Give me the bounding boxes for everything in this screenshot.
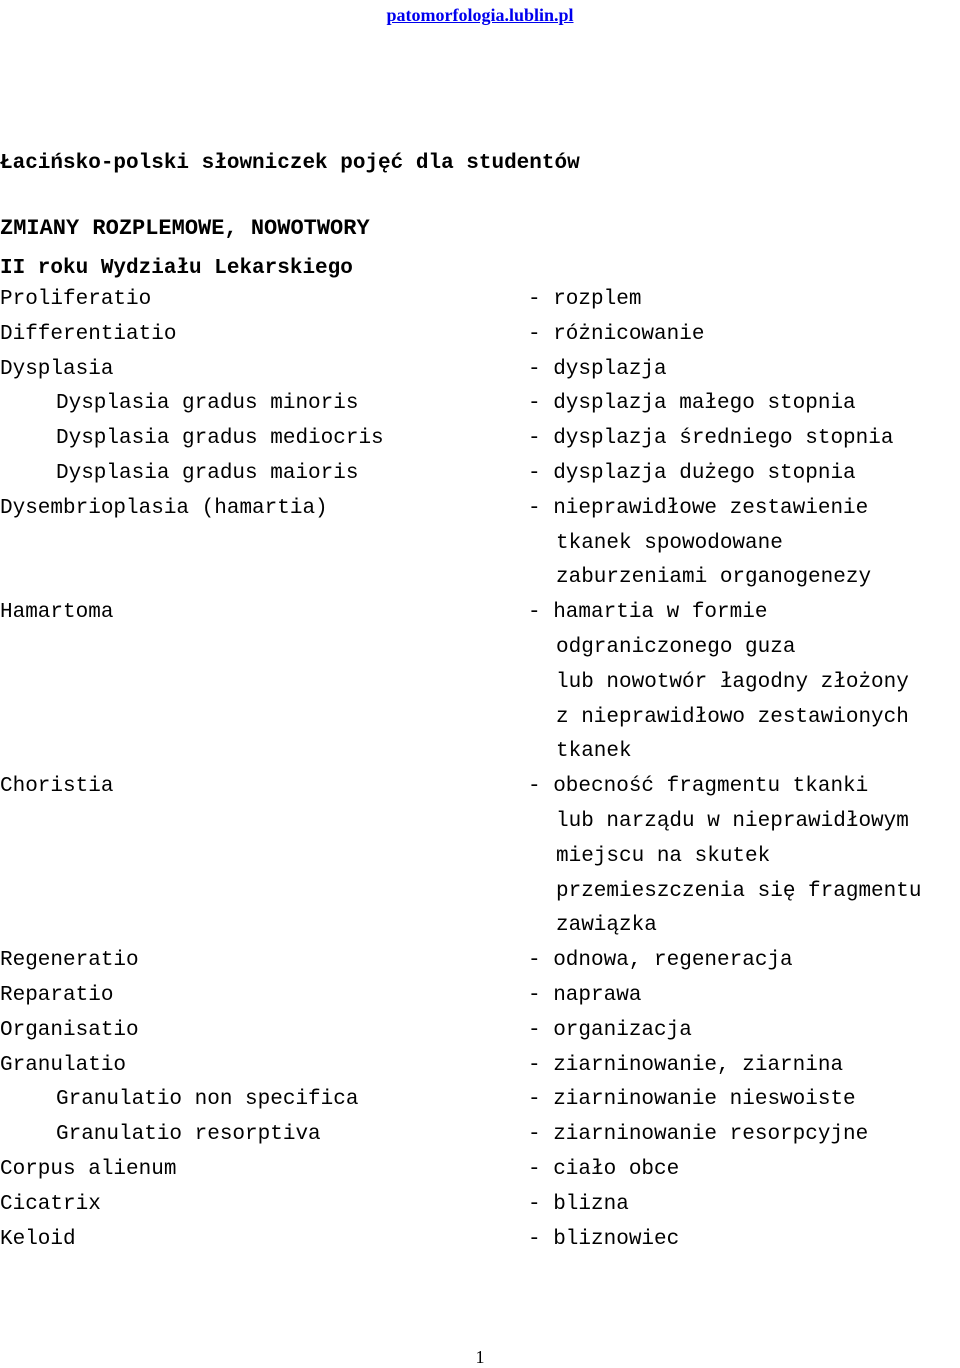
definition-line: - różnicowanie bbox=[528, 322, 705, 346]
glossary-list bbox=[0, 283, 960, 1257]
latin-term: Dysembrioplasia (hamartia) bbox=[0, 496, 328, 520]
polish-definition bbox=[528, 283, 960, 318]
definition-line: - rozplem bbox=[528, 288, 642, 311]
definition-line: - ziarninowanie, ziarnina bbox=[528, 1053, 844, 1077]
definition-line: zaburzeniami organogenezy bbox=[556, 566, 872, 590]
definition-line: - nieprawidłowe zestawienie bbox=[528, 496, 869, 520]
polish-definition bbox=[528, 1014, 960, 1049]
definition-line: tkanek spowodowane bbox=[556, 531, 783, 555]
definition-line: przemieszczenia się fragmentu bbox=[556, 879, 922, 903]
glossary-entry bbox=[0, 979, 960, 1014]
glossary-entry bbox=[0, 1223, 960, 1258]
definition-line: - odnowa, regeneracja bbox=[528, 949, 793, 973]
definition-line: miejscu na skutek bbox=[556, 844, 771, 868]
definition-line: - blizna bbox=[528, 1192, 629, 1216]
polish-definition bbox=[528, 492, 960, 596]
section-heading: ZMIANY ROZPLEMOWE, NOWOTWORY bbox=[0, 216, 370, 241]
glossary-entry bbox=[0, 318, 960, 353]
polish-definition bbox=[528, 596, 960, 770]
glossary-entry bbox=[0, 387, 960, 422]
latin-term: Reparatio bbox=[0, 983, 114, 1007]
definition-line: lub nowotwór łagodny złożony bbox=[556, 670, 909, 694]
polish-definition bbox=[528, 1153, 960, 1188]
glossary-entry bbox=[0, 1153, 960, 1188]
glossary-entry bbox=[0, 1049, 960, 1084]
definition-line: - ciało obce bbox=[528, 1157, 680, 1181]
definition-line: - naprawa bbox=[528, 983, 642, 1007]
definition-line: - dysplazja bbox=[528, 357, 667, 381]
glossary-entry bbox=[0, 1014, 960, 1049]
definition-line: - ziarninowanie resorpcyjne bbox=[528, 1123, 869, 1147]
latin-term: Dysplasia gradus maioris bbox=[56, 461, 359, 485]
latin-term: Dysplasia gradus mediocris bbox=[56, 427, 384, 451]
definition-line: lub narządu w nieprawidłowym bbox=[556, 809, 909, 833]
page-number: 1 bbox=[475, 1347, 485, 1367]
definition-line: - dysplazja dużego stopnia bbox=[528, 461, 856, 485]
definition-line: - organizacja bbox=[528, 1018, 692, 1042]
glossary-entry bbox=[0, 1188, 960, 1223]
glossary-entry bbox=[0, 422, 960, 457]
latin-term: Granulatio bbox=[0, 1053, 127, 1077]
glossary-entry bbox=[0, 492, 960, 596]
polish-definition bbox=[528, 457, 960, 492]
definition-line: zawiązka bbox=[556, 914, 657, 938]
latin-term: Differentiatio bbox=[0, 322, 177, 346]
definition-line: - dysplazja średniego stopnia bbox=[528, 427, 894, 451]
definition-line: - ziarninowanie nieswoiste bbox=[528, 1088, 856, 1112]
glossary-entry bbox=[0, 596, 960, 770]
latin-term: Corpus alienum bbox=[0, 1157, 177, 1181]
polish-definition bbox=[528, 1049, 960, 1084]
latin-term: Hamartoma bbox=[0, 601, 114, 625]
definition-line: - dysplazja małego stopnia bbox=[528, 392, 856, 416]
latin-term: Organisatio bbox=[0, 1018, 139, 1042]
definition-line: - hamartia w formie bbox=[528, 601, 768, 625]
definition-line: z nieprawidłowo zestawionych bbox=[556, 705, 909, 729]
site-link[interactable]: patomorfologia.lublin.pl bbox=[386, 5, 574, 25]
polish-definition bbox=[528, 1188, 960, 1223]
latin-term: Keloid bbox=[0, 1227, 76, 1251]
definition-line: tkanek bbox=[556, 740, 632, 764]
title-line-1: Łacińsko-polski słowniczek pojęć dla studentów bbox=[0, 152, 580, 175]
polish-definition bbox=[528, 944, 960, 979]
glossary-entry bbox=[0, 944, 960, 979]
polish-definition bbox=[528, 1083, 960, 1118]
polish-definition bbox=[528, 318, 960, 353]
latin-term: Regeneratio bbox=[0, 949, 139, 973]
polish-definition bbox=[528, 422, 960, 457]
latin-term: Choristia bbox=[0, 775, 114, 799]
polish-definition bbox=[528, 353, 960, 388]
definition-line: odgraniczonego guza bbox=[556, 635, 796, 659]
glossary-entry bbox=[0, 770, 960, 944]
latin-term: Granulatio resorptiva bbox=[56, 1123, 321, 1147]
polish-definition bbox=[528, 770, 960, 944]
polish-definition bbox=[528, 1118, 960, 1153]
polish-definition bbox=[528, 979, 960, 1014]
latin-term: Proliferatio bbox=[0, 288, 152, 311]
title-line-2: II roku Wydziału Lekarskiego bbox=[0, 257, 353, 280]
glossary-entry bbox=[0, 1083, 960, 1118]
latin-term: Dysplasia bbox=[0, 357, 114, 381]
polish-definition bbox=[528, 387, 960, 422]
definition-line: - bliznowiec bbox=[528, 1227, 680, 1251]
definition-line: - obecność fragmentu tkanki bbox=[528, 775, 869, 799]
glossary-entry bbox=[0, 353, 960, 388]
polish-definition bbox=[528, 1223, 960, 1258]
glossary-entry bbox=[0, 457, 960, 492]
glossary-entry bbox=[0, 283, 960, 318]
glossary-entry bbox=[0, 1118, 960, 1153]
latin-term: Dysplasia gradus minoris bbox=[56, 392, 359, 416]
latin-term: Granulatio non specifica bbox=[56, 1088, 359, 1112]
latin-term: Cicatrix bbox=[0, 1192, 101, 1216]
